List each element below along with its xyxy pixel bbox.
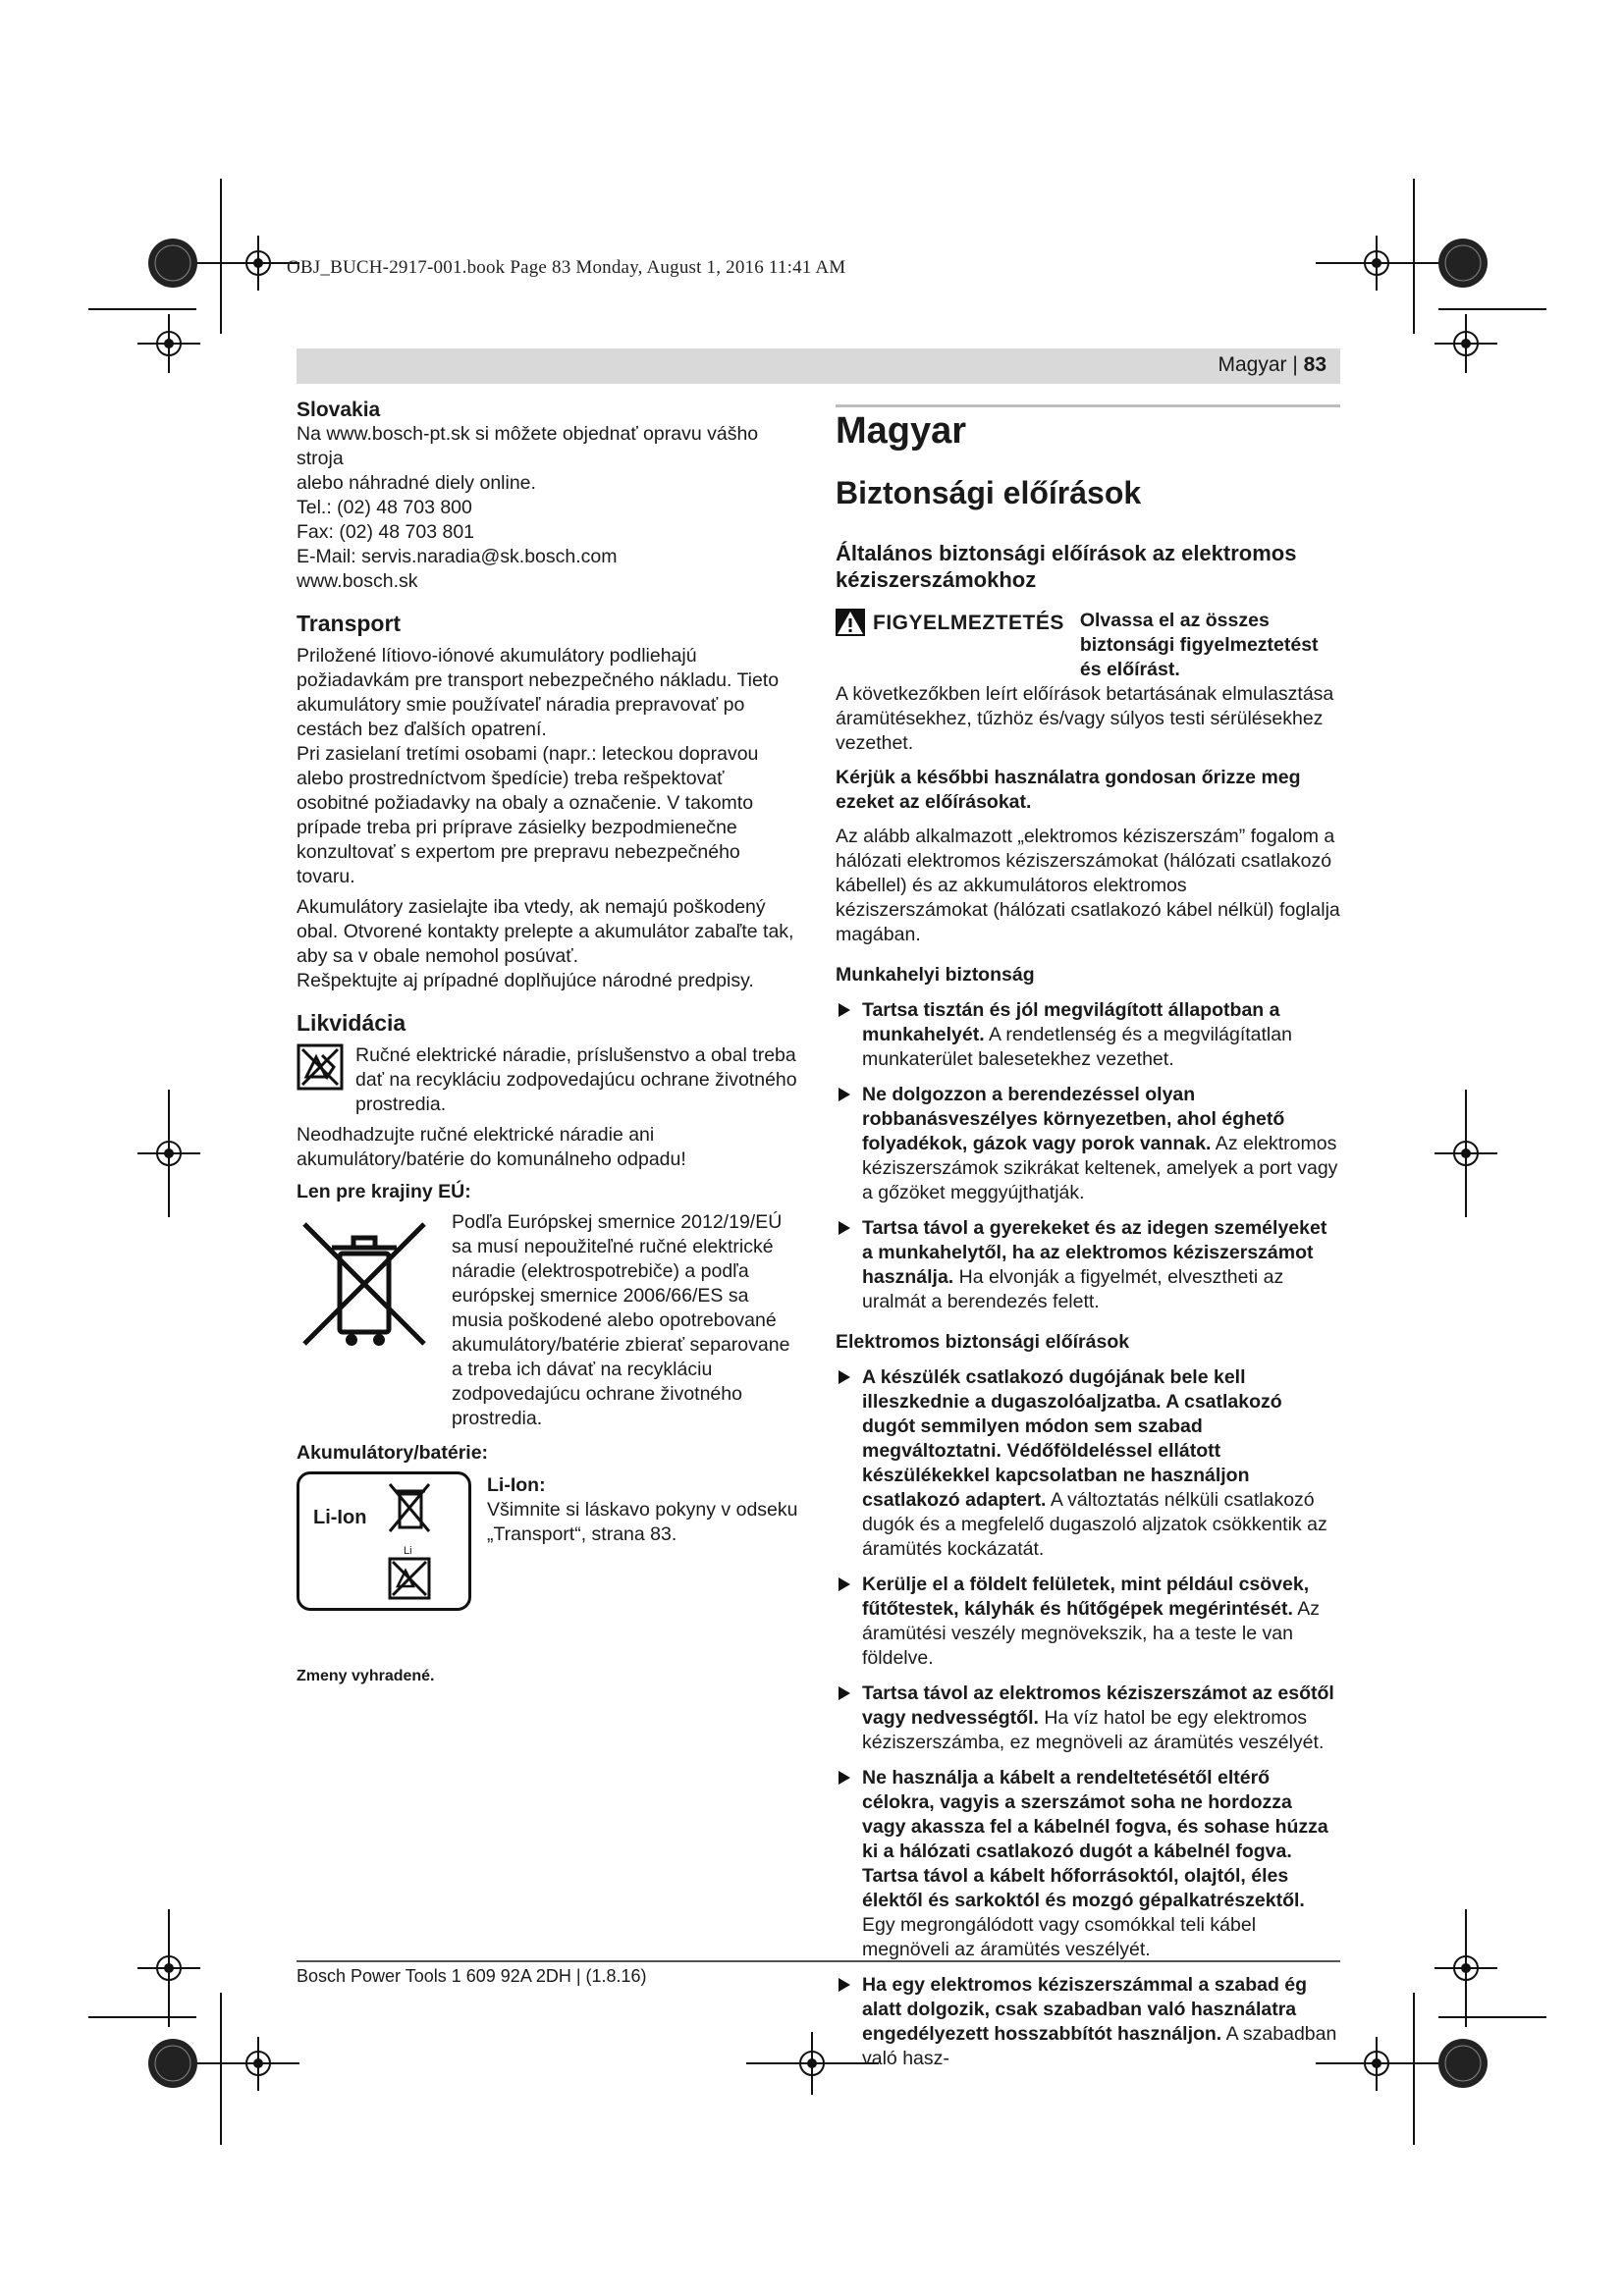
footer-rule <box>297 1960 1340 1962</box>
warning-triangle-icon <box>836 609 865 636</box>
workplace-title: Munkahelyi biztonság <box>836 964 1035 986</box>
transport-paragraph: Pri zasielaní tretími osobami (napr.: leteckou dopravou alebo prostredníctvom špedície) treba rešpektovať osobitné požiadavky na obaly a označenie. V takomto prípade treba pri príprave zásielky bezpodmienečne konzultovať s expertom pre prepravu nebezpečného tovaru. <box>297 743 759 887</box>
page-footer: Bosch Power Tools 1 609 92A 2DH | (1.8.16) <box>297 1966 647 1986</box>
weee-notice <box>297 1210 799 1431</box>
liion-small-label: Li <box>404 1545 412 1557</box>
changes-note: Zmeny vyhradené. <box>297 1668 435 1684</box>
list-item: Ne dolgozzon a berendezéssel olyan robbanásveszélyes környezetben, ahol éghető folyadékok, gázok vagy porok vannak. Az elektromos kéziszerszámok szikrákat keltenek, amelyek a port vagy a gőzöket meggyújthatják. <box>836 1083 1340 1205</box>
warning-block <box>836 609 1340 682</box>
header-language: Magyar <box>1218 353 1287 376</box>
keep-instructions: Kérjük a későbbi használatra gondosan őrizze meg ezeket az előírásokat. <box>836 767 1301 813</box>
slovakia-line: alebo náhradné diely online. <box>297 472 536 494</box>
weee-text: Podľa Európskej smernice 2012/19/EÚ sa musí nepoužiteľné ručné elektrické náradie (elektrospotrebiče) a podľa európskej smernice 2006/66/ES sa musia poškodené alebo opotrebované akumulátory/batérie zbierať separovane a treba ich dávať na recykláciu zodpovedajúcu ochrane životného prostredia. <box>452 1211 790 1429</box>
slovakia-line: Fax: (02) 48 703 801 <box>297 521 475 543</box>
transport-paragraph: Akumulátory zasielajte iba vtedy, ak nemajú poškodený obal. Otvorené kontakty prelepte a akumulátor zabaľte tak, aby sa v obale nemohol posúvať. <box>297 896 794 967</box>
list-item: Kerülje el a földelt felületek, mint például csövek, fűtőtestek, kályhák és hűtőgépek megérintését. Az áramütési veszély megnövekszik, ha a teste le van földelve. <box>836 1573 1340 1671</box>
akku-title: Akumulátory/batérie: <box>297 1442 489 1464</box>
left-column <box>297 398 799 1688</box>
header-rule-right <box>836 404 1340 407</box>
list-item: A készülék csatlakozó dugójának bele kell illeszkednie a dugaszolóaljzatba. A csatlakozó dugót semmilyen módon sem szabad megváltoztatni. Védőföldeléssel ellátott készülékekkel kapcsolatban ne használjon csatlakozó adaptert. A változtatás nélküli csatlakozó dugók és a megfelelő dugaszoló aljzatok csökkentik az áramütés kockázatát. <box>836 1365 1340 1562</box>
slovakia-line: E-Mail: servis.naradia@sk.bosch.com <box>297 546 618 567</box>
electrical-title: Elektromos biztonsági előírások <box>836 1331 1130 1353</box>
print-slug: OBJ_BUCH-2917-001.book Page 83 Monday, August 1, 2016 11:41 AM <box>287 257 846 278</box>
eu-title: Len pre krajiny EÚ: <box>297 1181 471 1202</box>
crossed-out-bin-icon <box>297 1218 432 1351</box>
liion-box-label: Li-Ion <box>313 1507 367 1528</box>
warning-label-group <box>836 609 1080 636</box>
safety-title: Biztonsági előírások <box>836 475 1142 510</box>
transport-title: Transport <box>297 611 402 636</box>
likvidacia-title: Likvidácia <box>297 1010 406 1036</box>
transport-paragraph: Priložené lítiovo-iónové akumulátory podliehajú požiadavkám pre transport nebezpečného nákladu. Tieto akumulátory smie používateľ náradia prepravovať po cestách bez ďalších opatrení. <box>297 645 780 740</box>
likvidacia-paragraph: Neodhadzujte ručné elektrické náradie ani akumulátory/batérie do komunálneho odpadu! <box>297 1124 686 1170</box>
slovakia-line: Tel.: (02) 48 703 800 <box>297 497 472 518</box>
list-item: Tartsa távol a gyerekeket és az idegen személyeket a munkahelytől, ha az elektromos kéziszerszámot használja. Ha elvonják a figyelmét, elvesztheti az uralmát a berendezés felett. <box>836 1216 1340 1314</box>
definition-paragraph: Az alább alkalmazott „elektromos kéziszerszám” fogalom a hálózati elektromos kéziszerszámokat (hálózati csatlakozó kábellel) és az akkumulátoros elektromos kéziszerszámokat (hálózati csatlakozó kábel nélkül) foglalja magában. <box>836 826 1340 945</box>
crossed-out-bin-icon <box>386 1480 433 1537</box>
list-item: Tartsa tisztán és jól megvilágított állapotban a munkahelyét. A rendetlenség és a megvilágítatlan munkaterület balesetekhez vezethet. <box>836 998 1340 1072</box>
page-number: 83 <box>1303 353 1326 376</box>
right-column <box>836 408 1340 2071</box>
list-item: Ha egy elektromos kéziszerszámmal a szabad ég alatt dolgozik, csak szabadban való használatra engedélyezett hosszabbítót használjon. A szabadban való hasz- <box>836 1973 1340 2071</box>
transport-paragraph: Rešpektujte aj prípadné doplňujúce národné predpisy. <box>297 970 754 991</box>
warning-heading: Olvassa el az összes biztonsági figyelmeztetést és előírást. <box>1079 610 1319 680</box>
recycling-text: Ručné elektrické náradie, príslušenstvo a obal treba dať na recykláciu zodpovedajúcu ochrane životného prostredia. <box>355 1044 797 1115</box>
recycling-icon <box>297 1043 344 1091</box>
liion-notice <box>297 1471 799 1611</box>
liion-text: Všimnite si láskavo pokyny v odseku „Transport“, strana 83. <box>487 1499 798 1545</box>
list-item: Tartsa távol az elektromos kéziszerszámot az esőtől vagy nedvességtől. Ha víz hatol be egy elektromos kéziszerszámba, ez megnöveli az áramütés veszélyét. <box>836 1682 1340 1755</box>
recycling-notice <box>297 1043 799 1117</box>
liion-label: Li-Ion: <box>487 1474 546 1496</box>
liion-description <box>487 1471 799 1611</box>
warning-label: FIGYELMEZTETÉS <box>873 611 1064 634</box>
language-title: Magyar <box>836 410 967 452</box>
list-item: Ne használja a kábelt a rendeltetésétől eltérő célokra, vagyis a szerszámot soha ne hordozza vagy akassza fel a kábelnél fogva, és sohase húzza ki a hálózati csatlakozó dugót a kábelnél fogva. Tartsa távol a kábelt hőforrásoktól, olajtól, éles élektől és sarkoktól és mozgó gépalkatrészektől. Egy megrongálódott vagy csomókkal teli kábel megnöveli az áramütés veszélyét. <box>836 1766 1340 1962</box>
page-header <box>297 348 1340 384</box>
slovakia-line: Na www.bosch-pt.sk si môžete objednať opravu vášho stroja <box>297 423 759 469</box>
general-safety-title: Általános biztonsági előírások az elektromos kéziszerszámokhoz <box>836 541 1297 592</box>
slovakia-line: www.bosch.sk <box>297 570 418 592</box>
slovakia-title: Slovakia <box>297 399 381 421</box>
liion-symbol <box>297 1471 471 1611</box>
recycling-icon <box>388 1557 431 1600</box>
header-running-title: Magyar | 83 <box>1218 353 1326 376</box>
warning-consequence: A következőkben leírt előírások betartásának elmulasztása áramütésekhez, tűzhöz és/vagy súlyos testi sérülésekhez vezethet. <box>836 683 1334 754</box>
